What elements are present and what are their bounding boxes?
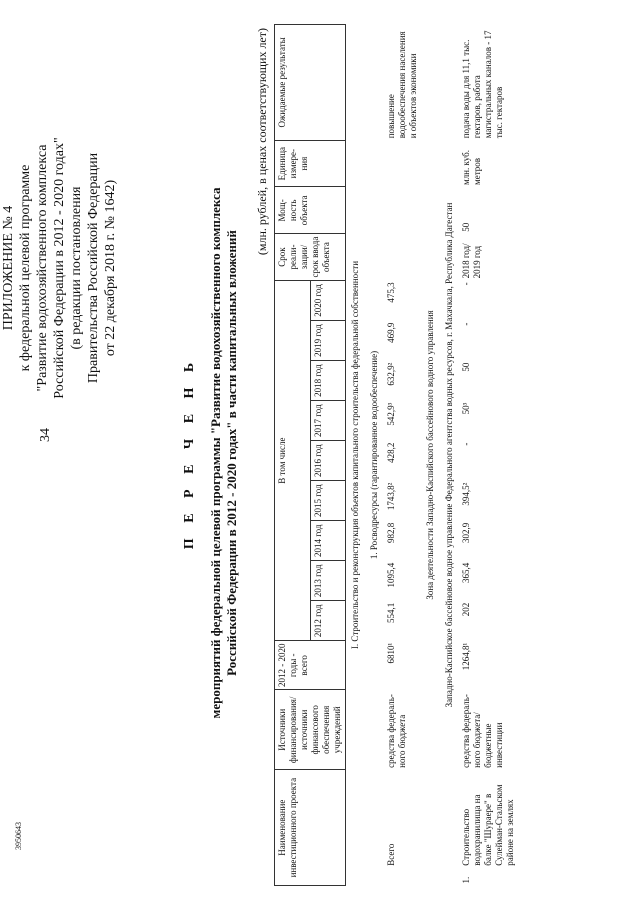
row-source: средства федераль-ного бюджета (386, 694, 407, 768)
heading-line: мероприятий федеральной целевой программы "Развитие водохозяйственного комплекса (208, 187, 223, 719)
document-id: 3950643 (14, 822, 23, 850)
row-total: 6810¹ (386, 642, 396, 664)
row-unit (384, 140, 421, 187)
row-year: 1743,8² (386, 482, 396, 511)
header-incl: В том числе (275, 280, 311, 640)
row-result: подача воды для 11,1 тыс. гектаров, работа магистральных каналов - 17 тыс. гектаров (461, 30, 504, 139)
row-term (384, 234, 421, 281)
header-term: Срок реали-зации/ срок ввода объекта (275, 234, 346, 281)
heading-lead: П Е Р Е Ч Е Н Ь (182, 356, 197, 550)
header-year: 2015 год (310, 481, 346, 521)
row-year: 542,9³ (386, 402, 396, 426)
row-year: 554,1 (386, 602, 396, 624)
page-number: 34 (38, 428, 53, 442)
section-title: Зона деятельности Западно-Каспийского бассейнового водного управления (425, 310, 435, 600)
row-year: 302,9 (461, 522, 471, 543)
row-num: 1. (461, 876, 471, 884)
header-year: 2020 год (310, 280, 346, 320)
section-row (365, 25, 384, 886)
header-row (275, 25, 311, 886)
heading-line: Российской Федерации в 2012 - 2020 годах" в части капитальных вложений (224, 230, 239, 676)
section-title: I. Строительство и реконструкция объектов капитального строительства федеральной собственности (350, 260, 360, 650)
appendix-line: (в редакции постановления (69, 186, 84, 350)
header-year: 2012 год (310, 601, 346, 641)
row-year: 1095,4 (386, 562, 396, 588)
row-source: средства федераль-ного бюджета/ бюджетные инвестиции (461, 694, 504, 768)
appendix-header (0, 78, 119, 458)
appendix-line: Правительства Российской Федерации (86, 152, 101, 384)
row-year: 982,8 (386, 522, 396, 543)
row-year: - (461, 442, 471, 446)
row-name: Всего (386, 843, 396, 866)
header-total: 2012 - 2020 годы - всего (275, 641, 346, 690)
row-num-cell (384, 868, 421, 886)
table-row-total (384, 25, 421, 886)
appendix-title: ПРИЛОЖЕНИЕ № 4 (1, 205, 16, 331)
table-row-1 (459, 25, 518, 886)
row-result: повышение водообеспечения населения и объектов экономики (386, 31, 418, 139)
header-result: Ожидаемые результаты (275, 25, 346, 141)
section-title: Западно-Каспийское бассейновое водное управление Федерального агентства водных ресурсов, г. Махачкала, Республика Дагестан (444, 202, 454, 708)
row-year: 365,4 (461, 562, 471, 584)
row-year: 475,3 (386, 282, 396, 303)
section-row (421, 25, 440, 886)
row-year: 632,9² (386, 362, 396, 386)
appendix-line: к федеральной целевой программе (18, 164, 33, 372)
row-year: 50 (461, 362, 471, 372)
appendix-line: Российской Федерации в 2012 - 2020 годах" (52, 137, 67, 399)
row-year: - (461, 282, 471, 286)
section-title: 1. Росводресурсы (гарантированное водообеспечение) (369, 350, 379, 560)
header-capacity: Мощ-ность объекта (275, 187, 346, 234)
header-year: 2014 год (310, 521, 346, 561)
section-row (440, 25, 459, 886)
row-year: 50³ (461, 402, 471, 415)
row-term: 2018 год/ 2019 год (461, 243, 482, 279)
row-unit: млн. куб. метров (461, 150, 482, 185)
investment-table (274, 24, 518, 886)
row-capacity (384, 187, 421, 234)
header-year: 2016 год (310, 441, 346, 481)
header-year: 2017 год (310, 401, 346, 441)
units-note: (млн. рублей, в ценах соответствующих лет) (255, 28, 269, 256)
row-year: 428,2 (386, 442, 396, 463)
row-year: 469,9 (386, 322, 396, 343)
row-name: Строительство водохранилища на балке "Шураере" в Сулейман-Стальском районе на землях (461, 784, 515, 866)
row-capacity: 50 (461, 222, 471, 232)
header-source: Источники финансирования/ источники финансового обеспечения учреждений (275, 690, 346, 770)
rotated-page (0, 18, 640, 888)
row-year: 394,5² (461, 482, 471, 506)
header-unit: Единица измере-ния (275, 140, 346, 187)
row-total: 1264,8¹ (461, 642, 471, 671)
row-year: - (461, 322, 471, 326)
appendix-line: от 22 декабря 2018 г. № 1642) (103, 179, 118, 357)
appendix-line: "Развитие водохозяйственного комплекса (35, 144, 50, 392)
header-name: Наименование инвестиционного проекта (275, 770, 346, 886)
header-year: 2019 год (310, 321, 346, 361)
document-heading (182, 18, 240, 888)
header-year: 2018 год (310, 361, 346, 401)
section-row (346, 25, 366, 886)
header-year: 2013 год (310, 561, 346, 601)
row-year: 202 (461, 602, 471, 617)
